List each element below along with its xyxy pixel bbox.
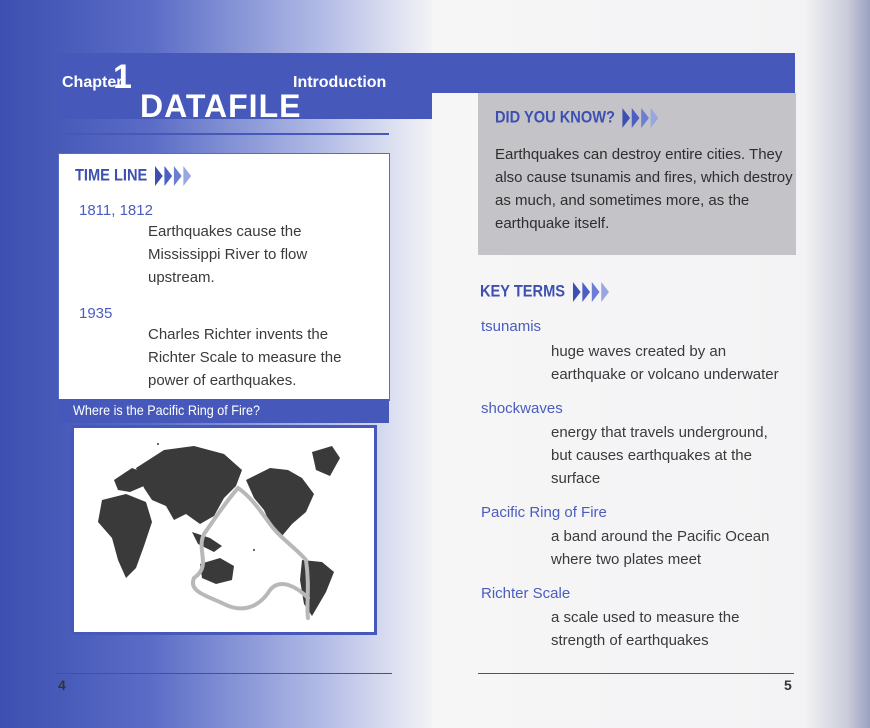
timeline-year: 1811, 1812: [79, 202, 153, 219]
did-you-know-text: Earthquakes can destroy entire cities. They also cause tsunamis and fires, which destroy as much, and sometimes more, as the earthquake itself.: [495, 146, 793, 232]
key-term: tsunamis: [481, 318, 542, 335]
key-term: Pacific Ring of Fire: [481, 504, 607, 521]
key-term-definition: a band around the Pacific Ocean where two plates meet: [551, 528, 770, 568]
right-header-band: [432, 53, 795, 93]
chevron-arrows-icon: [622, 106, 667, 130]
did-you-know-title: DID YOU KNOW?: [495, 107, 615, 127]
key-terms-title: KEY TERMS: [480, 281, 566, 301]
page-number-right: 5: [784, 677, 792, 693]
chapter-number: 1: [113, 58, 132, 96]
map-caption: Where is the Pacific Ring of Fire?: [73, 402, 260, 418]
left-page: [0, 0, 432, 728]
key-term: Richter Scale: [481, 585, 571, 602]
key-term-definition: energy that travels underground, but causes earthquakes at the surface: [551, 424, 768, 487]
timeline-title: TIME LINE: [75, 165, 148, 185]
did-you-know-heading: [495, 106, 667, 130]
timeline-panel: [58, 153, 390, 401]
chevron-arrows-icon: [573, 280, 618, 304]
key-term: shockwaves: [481, 400, 563, 417]
key-terms-heading: [480, 280, 617, 304]
chapter-section: Introduction: [293, 74, 387, 91]
chevron-arrows-icon: [155, 164, 200, 188]
map-caption-bar: [58, 399, 389, 423]
timeline-description: Earthquakes cause the Mississippi River to flow upstream.: [148, 223, 308, 286]
world-map-figure: [71, 425, 377, 635]
timeline-description: Charles Richter invents the Richter Scale to measure the power of earthquakes.: [148, 326, 342, 389]
page-title: DATAFILE: [140, 88, 302, 124]
timeline-heading: [75, 164, 200, 188]
chapter-label: Chapter: [62, 74, 123, 91]
timeline-year: 1935: [79, 305, 113, 322]
title-rule: [55, 133, 389, 135]
world-map-image: [74, 428, 374, 632]
footer-rule: [55, 673, 392, 674]
page-number-left: 4: [58, 677, 66, 693]
key-term-definition: a scale used to measure the strength of earthquakes: [551, 609, 740, 649]
did-you-know-box: [478, 93, 796, 255]
footer-rule: [478, 673, 794, 674]
key-term-definition: huge waves created by an earthquake or volcano underwater: [551, 343, 779, 383]
